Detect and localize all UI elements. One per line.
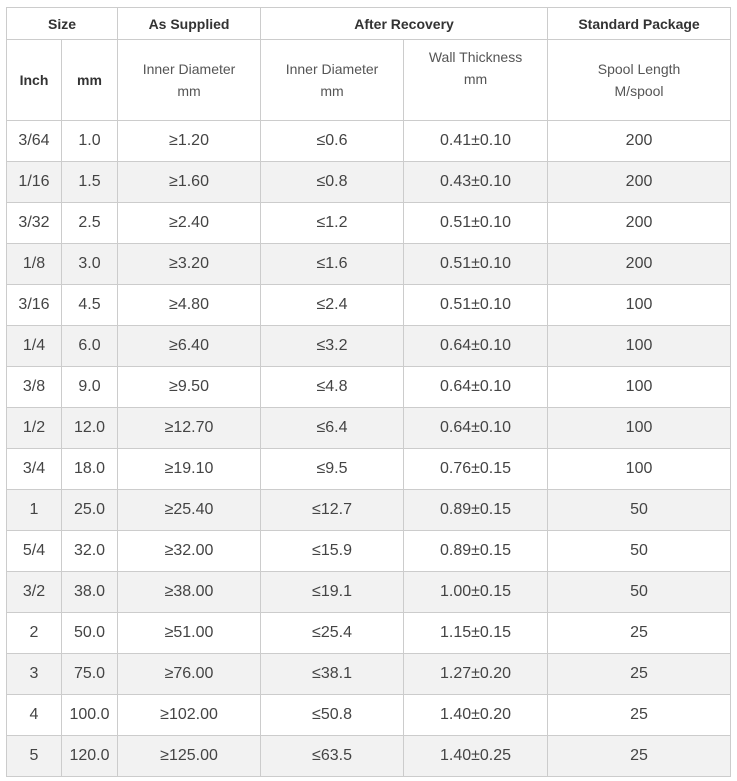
wall-thickness-cell: 0.41±0.10 bbox=[404, 121, 548, 162]
as-supplied-id-cell: ≥6.40 bbox=[118, 326, 261, 367]
spool-length-header bbox=[548, 40, 731, 121]
as-supplied-id-cell: ≥4.80 bbox=[118, 285, 261, 326]
after-id-cell: ≤63.5 bbox=[261, 736, 404, 777]
wall-thickness-label: Wall Thickness bbox=[428, 49, 523, 65]
table-row bbox=[7, 203, 731, 244]
spool-length-cell: 200 bbox=[548, 162, 731, 203]
spool-length-cell: 100 bbox=[548, 367, 731, 408]
table-row bbox=[7, 408, 731, 449]
table-body bbox=[7, 121, 731, 777]
after-recovery-header: After Recovery bbox=[261, 8, 548, 40]
as-supplied-header: As Supplied bbox=[118, 8, 261, 40]
mm-cell: 120.0 bbox=[62, 736, 118, 777]
after-id-cell: ≤0.8 bbox=[261, 162, 404, 203]
wall-thickness-unit: mm bbox=[463, 71, 488, 87]
table-row bbox=[7, 121, 731, 162]
mm-cell: 32.0 bbox=[62, 531, 118, 572]
as-supplied-id-cell: ≥19.10 bbox=[118, 449, 261, 490]
wall-thickness-cell: 1.00±0.15 bbox=[404, 572, 548, 613]
spool-length-cell: 50 bbox=[548, 531, 731, 572]
table-row bbox=[7, 285, 731, 326]
after-id-cell: ≤0.6 bbox=[261, 121, 404, 162]
size-header: Size bbox=[7, 8, 118, 40]
as-supplied-id-cell: ≥51.00 bbox=[118, 613, 261, 654]
as-supplied-id-cell: ≥76.00 bbox=[118, 654, 261, 695]
as-supplied-id-cell: ≥38.00 bbox=[118, 572, 261, 613]
inch-cell: 3 bbox=[7, 654, 62, 695]
after-id-cell: ≤1.2 bbox=[261, 203, 404, 244]
after-id-cell: ≤19.1 bbox=[261, 572, 404, 613]
after-id-cell: ≤25.4 bbox=[261, 613, 404, 654]
standard-package-header: Standard Package bbox=[548, 8, 731, 40]
as-supplied-id-cell: ≥125.00 bbox=[118, 736, 261, 777]
wall-thickness-cell: 0.43±0.10 bbox=[404, 162, 548, 203]
header-row-top bbox=[7, 8, 731, 40]
inch-cell: 3/16 bbox=[7, 285, 62, 326]
inch-header: Inch bbox=[7, 40, 62, 121]
spool-length-cell: 100 bbox=[548, 408, 731, 449]
after-id-cell: ≤1.6 bbox=[261, 244, 404, 285]
table-row bbox=[7, 326, 731, 367]
wall-thickness-cell: 0.76±0.15 bbox=[404, 449, 548, 490]
as-supplied-id-unit: mm bbox=[177, 83, 201, 99]
as-supplied-id-cell: ≥9.50 bbox=[118, 367, 261, 408]
mm-cell: 1.5 bbox=[62, 162, 118, 203]
wall-thickness-cell: 0.64±0.10 bbox=[404, 326, 548, 367]
inch-cell: 1/16 bbox=[7, 162, 62, 203]
mm-cell: 25.0 bbox=[62, 490, 118, 531]
as-supplied-id-cell: ≥1.20 bbox=[118, 121, 261, 162]
table-row bbox=[7, 449, 731, 490]
inch-cell: 3/64 bbox=[7, 121, 62, 162]
mm-cell: 4.5 bbox=[62, 285, 118, 326]
after-id-cell: ≤50.8 bbox=[261, 695, 404, 736]
spool-length-label: Spool Length bbox=[597, 61, 681, 77]
mm-cell: 18.0 bbox=[62, 449, 118, 490]
mm-cell: 6.0 bbox=[62, 326, 118, 367]
spool-length-cell: 25 bbox=[548, 654, 731, 695]
after-id-cell: ≤2.4 bbox=[261, 285, 404, 326]
mm-header: mm bbox=[62, 40, 118, 121]
spool-length-cell: 100 bbox=[548, 449, 731, 490]
mm-cell: 2.5 bbox=[62, 203, 118, 244]
table-row bbox=[7, 531, 731, 572]
mm-cell: 3.0 bbox=[62, 244, 118, 285]
header-row-sub bbox=[7, 40, 731, 121]
after-id-cell: ≤3.2 bbox=[261, 326, 404, 367]
table-row bbox=[7, 654, 731, 695]
wall-thickness-cell: 1.27±0.20 bbox=[404, 654, 548, 695]
after-id-label: Inner Diameter bbox=[285, 61, 379, 77]
spool-length-unit: M/spool bbox=[614, 83, 664, 99]
mm-cell: 100.0 bbox=[62, 695, 118, 736]
inch-cell: 5/4 bbox=[7, 531, 62, 572]
as-supplied-id-cell: ≥102.00 bbox=[118, 695, 261, 736]
inch-cell: 1/4 bbox=[7, 326, 62, 367]
as-supplied-id-cell: ≥25.40 bbox=[118, 490, 261, 531]
wall-thickness-cell: 0.64±0.10 bbox=[404, 367, 548, 408]
mm-cell: 1.0 bbox=[62, 121, 118, 162]
as-supplied-id-cell: ≥2.40 bbox=[118, 203, 261, 244]
inch-cell: 1/8 bbox=[7, 244, 62, 285]
inch-cell: 3/4 bbox=[7, 449, 62, 490]
inch-cell: 1/2 bbox=[7, 408, 62, 449]
as-supplied-id-cell: ≥3.20 bbox=[118, 244, 261, 285]
wall-thickness-cell: 1.15±0.15 bbox=[404, 613, 548, 654]
mm-cell: 75.0 bbox=[62, 654, 118, 695]
mm-cell: 38.0 bbox=[62, 572, 118, 613]
wall-thickness-cell: 1.40±0.20 bbox=[404, 695, 548, 736]
table-row bbox=[7, 613, 731, 654]
spool-length-cell: 200 bbox=[548, 121, 731, 162]
after-id-unit: mm bbox=[320, 83, 344, 99]
table-row bbox=[7, 572, 731, 613]
mm-cell: 9.0 bbox=[62, 367, 118, 408]
wall-thickness-cell: 0.89±0.15 bbox=[404, 531, 548, 572]
inch-cell: 3/32 bbox=[7, 203, 62, 244]
table-row bbox=[7, 367, 731, 408]
wall-thickness-cell: 0.51±0.10 bbox=[404, 244, 548, 285]
spool-length-cell: 200 bbox=[548, 244, 731, 285]
inch-cell: 4 bbox=[7, 695, 62, 736]
spool-length-cell: 50 bbox=[548, 572, 731, 613]
after-id-cell: ≤12.7 bbox=[261, 490, 404, 531]
table-row bbox=[7, 695, 731, 736]
spool-length-cell: 25 bbox=[548, 613, 731, 654]
wall-thickness-cell: 0.64±0.10 bbox=[404, 408, 548, 449]
after-id-cell: ≤15.9 bbox=[261, 531, 404, 572]
mm-cell: 12.0 bbox=[62, 408, 118, 449]
table-row bbox=[7, 736, 731, 777]
after-id-cell: ≤38.1 bbox=[261, 654, 404, 695]
after-id-cell: ≤6.4 bbox=[261, 408, 404, 449]
wall-thickness-cell: 1.40±0.25 bbox=[404, 736, 548, 777]
spool-length-cell: 200 bbox=[548, 203, 731, 244]
inch-cell: 1 bbox=[7, 490, 62, 531]
table-row bbox=[7, 162, 731, 203]
wall-thickness-cell: 0.89±0.15 bbox=[404, 490, 548, 531]
inch-cell: 5 bbox=[7, 736, 62, 777]
spool-length-cell: 25 bbox=[548, 695, 731, 736]
inch-cell: 3/2 bbox=[7, 572, 62, 613]
wall-thickness-header bbox=[404, 40, 548, 121]
as-supplied-id-cell: ≥12.70 bbox=[118, 408, 261, 449]
wall-thickness-cell: 0.51±0.10 bbox=[404, 285, 548, 326]
wall-thickness-cell: 0.51±0.10 bbox=[404, 203, 548, 244]
spool-length-cell: 50 bbox=[548, 490, 731, 531]
as-supplied-id-header bbox=[118, 40, 261, 121]
as-supplied-id-cell: ≥1.60 bbox=[118, 162, 261, 203]
inch-cell: 3/8 bbox=[7, 367, 62, 408]
table-row bbox=[7, 244, 731, 285]
spool-length-cell: 25 bbox=[548, 736, 731, 777]
spool-length-cell: 100 bbox=[548, 285, 731, 326]
table-row bbox=[7, 490, 731, 531]
after-id-cell: ≤9.5 bbox=[261, 449, 404, 490]
after-id-cell: ≤4.8 bbox=[261, 367, 404, 408]
inch-cell: 2 bbox=[7, 613, 62, 654]
as-supplied-id-cell: ≥32.00 bbox=[118, 531, 261, 572]
mm-cell: 50.0 bbox=[62, 613, 118, 654]
as-supplied-id-label: Inner Diameter bbox=[142, 61, 236, 77]
spool-length-cell: 100 bbox=[548, 326, 731, 367]
after-id-header bbox=[261, 40, 404, 121]
spec-table bbox=[6, 7, 731, 777]
